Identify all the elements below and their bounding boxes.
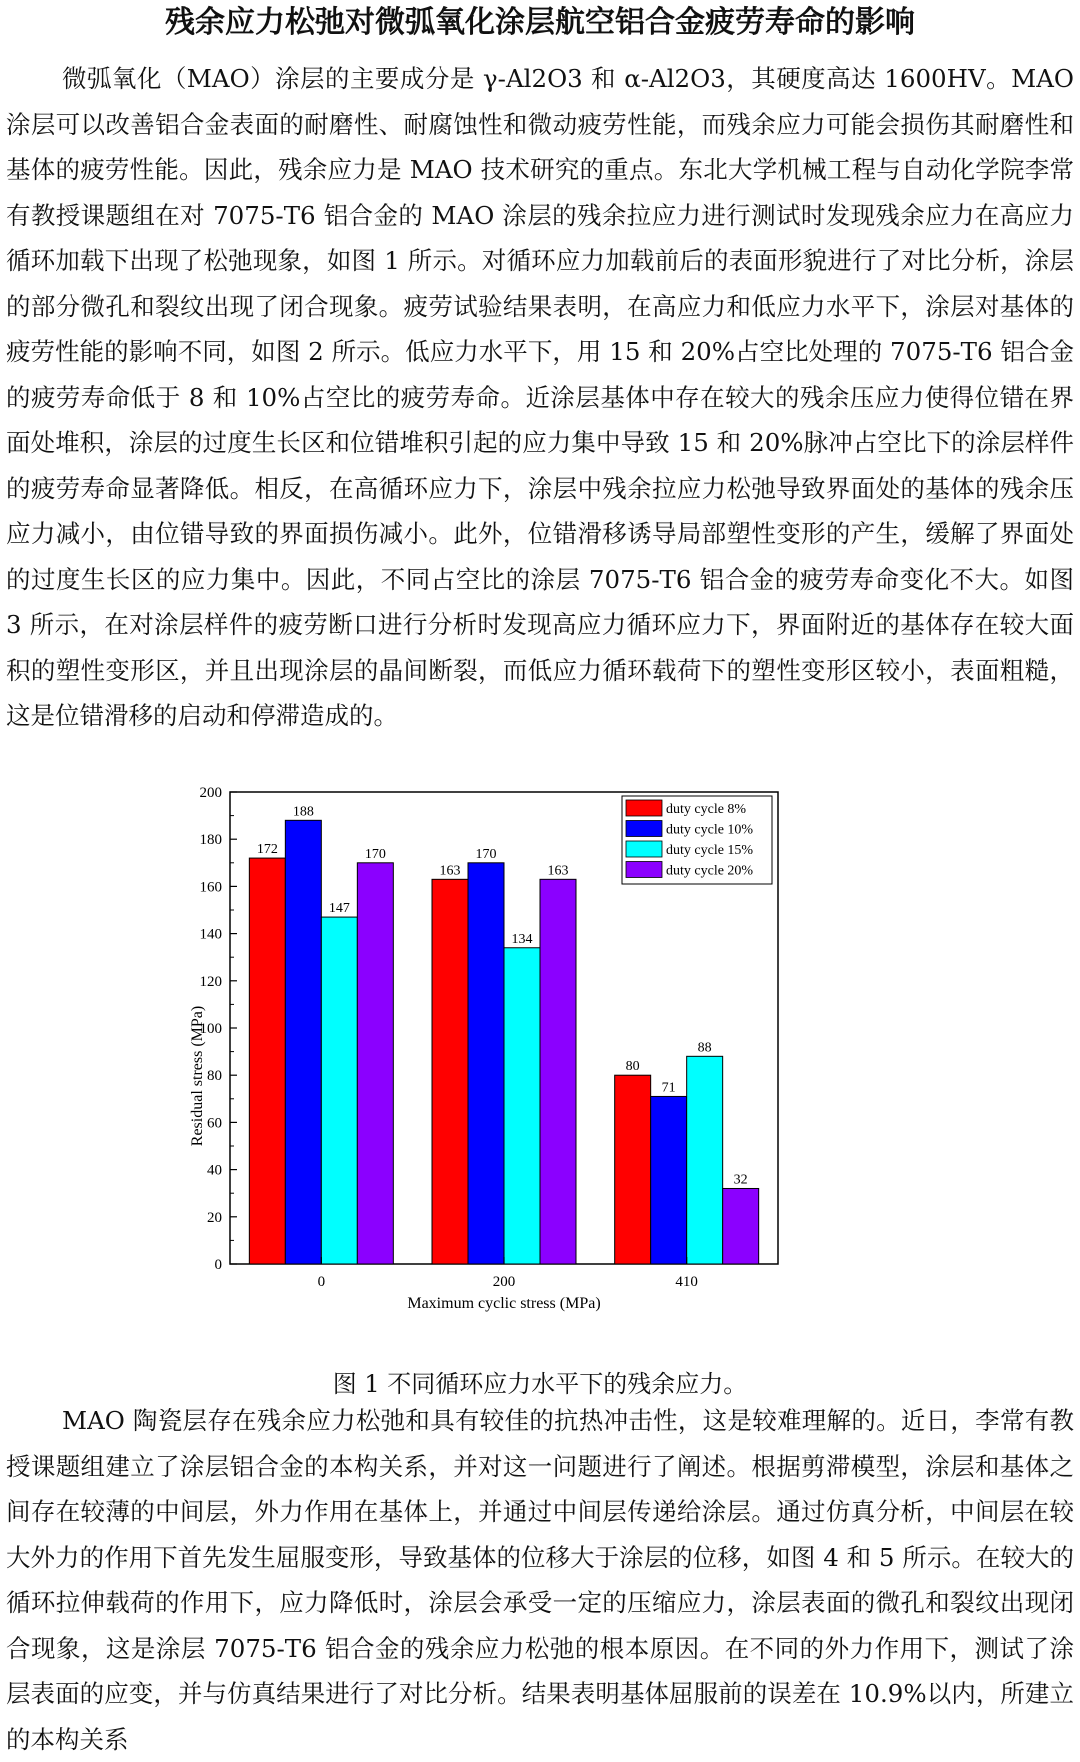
legend-label: duty cycle 8% — [666, 802, 747, 817]
y-tick-label: 0 — [214, 1257, 222, 1273]
bar-value-label: 88 — [697, 1040, 712, 1056]
y-axis-label: Residual stress (MPa) — [189, 1005, 206, 1147]
figure-caption: 图 1 不同循环应力水平下的残余应力。 — [332, 1370, 748, 1398]
bar-value-label: 80 — [625, 1059, 640, 1075]
y-tick-label: 200 — [199, 786, 222, 801]
bar — [357, 863, 393, 1264]
legend-label: duty cycle 20% — [666, 863, 754, 879]
legend-swatch — [626, 800, 662, 816]
y-tick-label: 180 — [199, 832, 222, 849]
y-tick-label: 120 — [199, 973, 222, 990]
bar — [285, 820, 321, 1264]
chart-svg — [180, 786, 900, 1366]
legend-label: duty cycle 15% — [666, 843, 754, 858]
legend-swatch — [626, 841, 662, 857]
paragraph-2: MAO 陶瓷层存在残余应力松弛和具有较佳的抗热冲击性，这是较难理解的。近日，李常有教授课题组建立了涂层铝合金的本构关系，并对这一问题进行了阐述。根据剪滞模型，涂层和基体之间存在较薄的中间层，外力作用在基体上，并通过中间层传递给涂层。通过仿真分析，中间层在较大外力的作用下首先发生屈服变形，导致基体的位移大于涂层的位移，如图 4 和 5 所示。在较大的循环拉伸载荷的作用下，应力降低时，涂层会承受一定的压缩应力，涂层表面的微孔和裂纹出现闭合现象，这是涂层 7075-T6 铝合金的残余应力松弛的根本原因。在不同的外力作用下，测试了涂层表面的应变，并与仿真结果进行了对比分析。结果表明基体屈服前的误差在 10.9%以内，所建立的本构关系 — [6, 1406, 1074, 1754]
bar — [432, 879, 468, 1264]
bar-value-label: 71 — [661, 1080, 676, 1096]
bar — [321, 917, 357, 1264]
legend-swatch — [626, 821, 662, 837]
y-tick-label: 160 — [199, 879, 222, 896]
bar — [723, 1188, 759, 1264]
x-tick-label: 200 — [492, 1274, 516, 1290]
bar — [615, 1075, 651, 1264]
bar — [504, 948, 540, 1264]
x-tick-label: 0 — [317, 1274, 326, 1290]
bar-value-label: 188 — [292, 804, 314, 820]
bar-value-label: 170 — [475, 846, 497, 862]
y-tick-label: 100 — [199, 1021, 222, 1037]
y-tick-label: 80 — [207, 1068, 222, 1085]
legend-swatch — [626, 862, 662, 878]
x-axis-label: Maximum cyclic stress (MPa) — [407, 1295, 601, 1312]
bar-value-label: 170 — [364, 846, 386, 862]
x-tick-label: 410 — [675, 1274, 698, 1290]
bar — [468, 863, 504, 1264]
y-tick-label: 40 — [207, 1162, 222, 1179]
bar-value-label: 172 — [256, 842, 278, 858]
bar-value-label: 163 — [547, 863, 569, 879]
bar — [540, 879, 576, 1264]
bar — [249, 858, 285, 1264]
bar-value-label: 32 — [733, 1172, 748, 1188]
y-tick-label: 140 — [199, 926, 222, 943]
bar — [687, 1056, 723, 1264]
bar — [651, 1096, 687, 1264]
residual-stress-chart — [180, 786, 900, 1366]
article-title: 残余应力松弛对微弧氧化涂层航空铝合金疲劳寿命的影响 — [165, 5, 915, 40]
y-tick-label: 20 — [207, 1209, 222, 1226]
bar-value-label: 134 — [511, 931, 533, 947]
bar-value-label: 147 — [328, 901, 350, 917]
y-tick-label: 60 — [207, 1115, 222, 1132]
paragraph-1: 微弧氧化（MAO）涂层的主要成分是 γ-Al2O3 和 α-Al2O3，其硬度高达 1600HV。MAO 涂层可以改善铝合金表面的耐磨性、耐腐蚀性和微动疲劳性能，而残余应力可能会损伤其耐磨性和基体的疲劳性能。因此，残余应力是 MAO 技术研究的重点。东北大学机械工程与自动化学院李常有教授课题组在对 7075-T6 铝合金的 MAO 涂层的残余拉应力进行测试时发现残余应力在高应力循环加载下出现了松弛现象，如图 1 所示。对循环应力加载前后的表面形貌进行了对比分析，涂层的部分微孔和裂纹出现了闭合现象。疲劳试验结果表明，在高应力和低应力水平下，涂层对基体的疲劳性能的影响不同，如图 2 所示。低应力水平下，用 15 和 20%占空比处理的 7075-T6 铝合金的疲劳寿命低于 8 和 10%占空比的疲劳寿命。近涂层基体中存在较大的残余压应力使得位错在界面处堆积，涂层的过度生长区和位错堆积引起的应力集中导致 15 和 20%脉冲占空比下的涂层样件的疲劳寿命显著降低。相反，在高循环应力下，涂层中残余拉应力松弛导致界面处的基体的残余压应力减小，由位错导致的界面损伤减小。此外，位错滑移诱导局部塑性变形的产生，缓解了界面处的过度生长区的应力集中。因此，不同占空比的涂层 7075-T6 铝合金的疲劳寿命变化不大。如图 3 所示，在对涂层样件的疲劳断口进行分析时发现高应力循环应力下，界面附近的基体存在较大面积的塑性变形区，并且出现涂层的晶间断裂，而低应力循环载荷下的塑性变形区较小，表面粗糙，这是位错滑移的启动和停滞造成的。 — [6, 64, 1074, 730]
bar-value-label: 163 — [439, 863, 461, 879]
legend-label: duty cycle 10% — [666, 822, 754, 838]
